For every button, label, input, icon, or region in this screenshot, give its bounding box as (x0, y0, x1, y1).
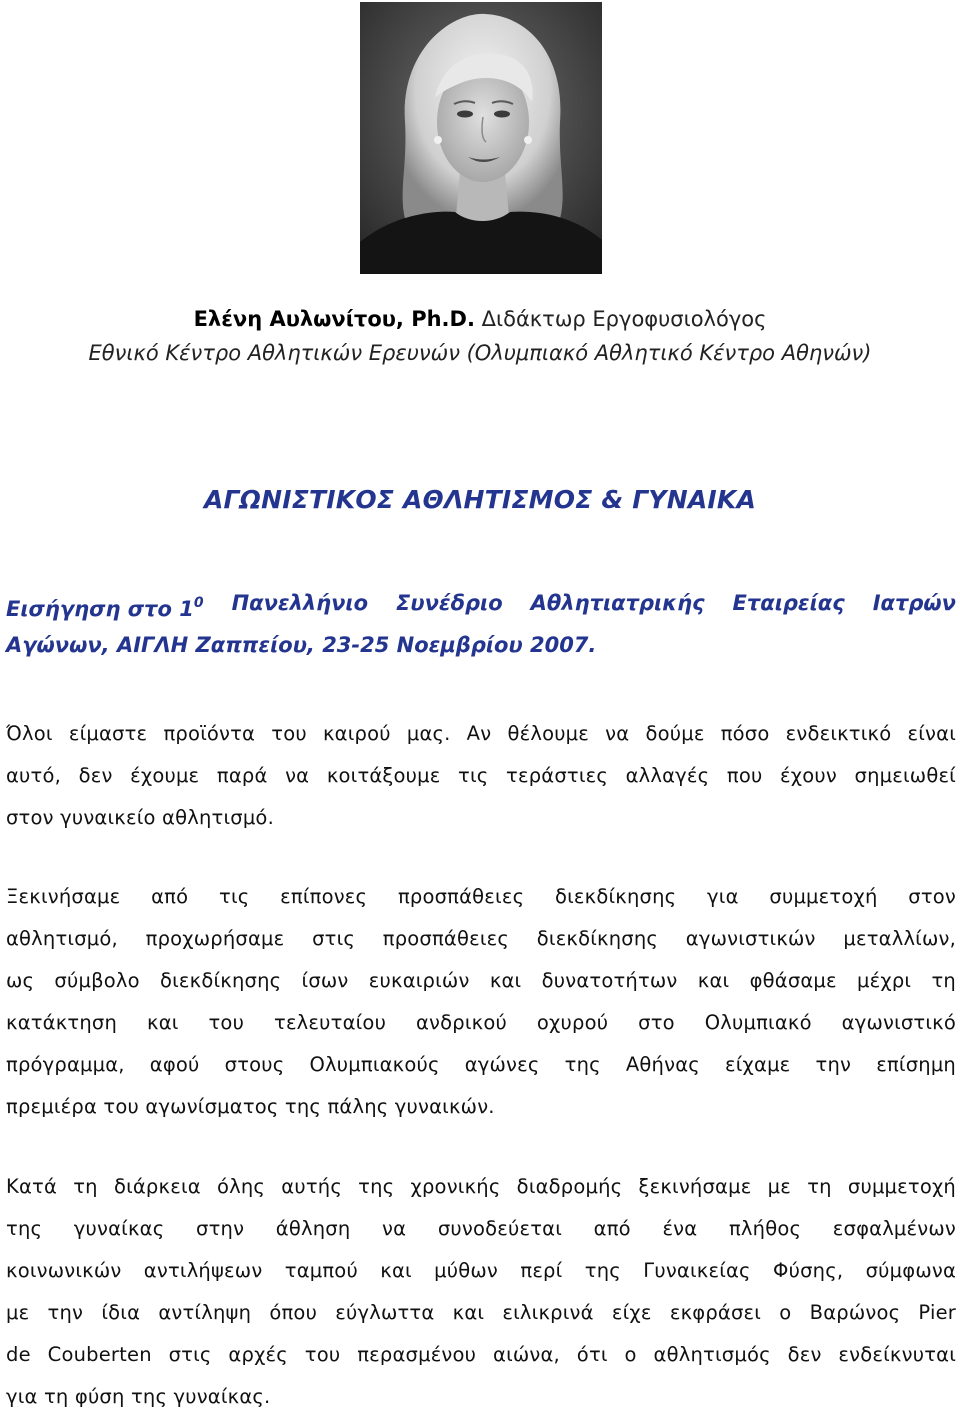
body-paragraph-3 (6, 1166, 956, 1418)
author-name: Ελένη Αυλωνίτου, Ph.D. (193, 307, 475, 331)
paragraph-line: πρόγραμμα, αφού στους Ολυμπιακούς αγώνες της Αθήνας είχαμε την επίσημη (6, 1053, 956, 1076)
paragraph-line: πρεμιέρα του αγωνίσματος της πάλης γυναικών. (6, 1095, 495, 1118)
talk-subtitle (6, 585, 956, 663)
paragraph-line: αυτό, δεν έχουμε παρά να κοιτάξουμε τις τεράστιες αλλαγές που έχουν σημειωθεί (6, 764, 956, 787)
paragraph-line: de Couberten στις αρχές του περασμένου αιώνα, ότι ο αθλητισμός δεν ενδείκνυται (6, 1343, 956, 1366)
paragraph-line: στον γυναικείο αθλητισμό. (6, 806, 274, 829)
paragraph-line: Ξεκινήσαμε από τις επίπονες προσπάθειες διεκδίκησης για συμμετοχή στον (6, 885, 956, 908)
paragraph-line: κοινωνικών αντιλήψεων ταμπού και μύθων περί της Γυναικείας Φύσης, σύμφωνα (6, 1259, 956, 1282)
paragraph-line: της γυναίκας στην άθληση να συνοδεύεται από ένα πλήθος εσφαλμένων (6, 1217, 956, 1240)
document-headline: ΑΓΩΝΙΣΤΙΚΟΣ ΑΘΛΗΤΙΣΜΟΣ & ΓΥΝΑΙΚΑ (203, 485, 757, 514)
author-block (0, 302, 960, 370)
subtitle-line-2: Αγώνων, ΑΙΓΛΗ Ζαππείου, 23-25 Νοεμβρίου 2007. (6, 633, 597, 657)
paragraph-line: κατάκτηση και του τελευταίου ανδρικού οχυρού στο Ολυμπιακό αγωνιστικό (6, 1011, 956, 1034)
subtitle-line-1 (6, 585, 956, 627)
subtitle-word: Πανελλήνιο (231, 591, 369, 615)
paragraph-line: αθλητισμό, προχωρήσαμε στις προσπάθειες διεκδίκησης αγωνιστικών μεταλλίων, (6, 927, 956, 950)
paragraph-line: Όλοι είμαστε προϊόντα του καιρού μας. Αν θέλουμε να δούμε πόσο ενδεικτικό είναι (6, 722, 956, 745)
paragraph-line: ως σύμβολο διεκδίκησης ίσων ευκαιριών και δυνατοτήτων και φθάσαμε μέχρι τη (6, 969, 956, 992)
subtitle-prefix: Εισήγηση στο $1^0$ (6, 595, 204, 621)
subtitle-word: Εταιρείας (732, 591, 845, 615)
subtitle-word: Συνέδριο (396, 591, 503, 615)
subtitle-word: Ιατρών (872, 591, 956, 615)
body-paragraph-2 (6, 876, 956, 1128)
author-portrait-photo (360, 2, 602, 274)
paragraph-line: Κατά τη διάρκεια όλης αυτής της χρονικής διαδρομής ξεκινήσαμε με τη συμμετοχή (6, 1175, 956, 1198)
author-institution: Εθνικό Κέντρο Αθλητικών Ερευνών (Ολυμπιακό Αθλητικό Κέντρο Αθηνών) (88, 341, 872, 365)
portrait-illustration (360, 2, 602, 274)
subtitle-word: Αθλητιατρικής (530, 591, 705, 615)
author-line (0, 302, 960, 336)
paragraph-line: με την ίδια αντίληψη όπου εύγλωττα και ειλικρινά είχε εκφράσει ο Βαρώνος Pier (6, 1301, 956, 1324)
body-paragraph-1 (6, 713, 956, 839)
subtitle-superscript: 0 (193, 595, 204, 611)
paragraph-line: για τη φύση της γυναίκας. (6, 1385, 271, 1408)
author-role: Διδάκτωρ Εργοφυσιολόγος (481, 307, 767, 331)
